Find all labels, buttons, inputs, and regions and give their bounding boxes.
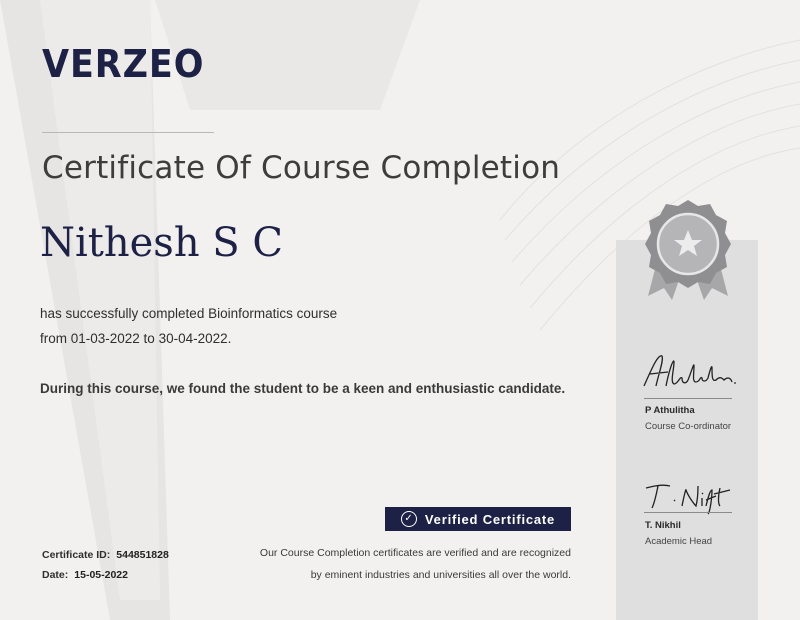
certificate-title: Certificate Of Course Completion — [42, 150, 561, 186]
signatory-role-2: Academic Head — [645, 536, 713, 547]
issue-date-label: Date: — [42, 569, 69, 581]
certificate-id — [42, 549, 169, 561]
certificate-id-label: Certificate ID: — [42, 549, 111, 561]
recipient-name: Nithesh S C — [40, 220, 284, 266]
title-divider — [42, 132, 214, 133]
completion-statement: has successfully completed Bioinformatics course — [40, 306, 338, 321]
signature-line-1 — [644, 398, 732, 399]
signatory-role-1: Course Co-ordinator — [645, 421, 732, 432]
verification-note-line-2: by eminent industries and universities all over the world. — [310, 569, 571, 581]
brand-logo: VERZEO — [42, 42, 205, 86]
verification-note-line-1: Our Course Completion certificates are verified and are recognized — [259, 547, 571, 559]
check-circle-icon: ✓ — [401, 511, 417, 527]
signature-nikhil — [640, 476, 740, 516]
signature-athulitha — [640, 348, 740, 396]
signature-line-2 — [644, 512, 732, 513]
verified-label: Verified Certificate — [424, 511, 556, 527]
issue-date — [42, 569, 128, 581]
star-medal-icon — [644, 196, 732, 306]
verified-certificate-badge — [385, 507, 571, 531]
issue-date-value: 15-05-2022 — [74, 569, 128, 581]
course-dates: from 01-03-2022 to 30-04-2022. — [40, 331, 232, 346]
signatory-name-1: P Athulitha — [645, 405, 695, 416]
student-remark: During this course, we found the student to be a keen and enthusiastic candidate. — [40, 381, 566, 396]
signatory-name-2: T. Nikhil — [645, 520, 681, 531]
certificate-id-value: 544851828 — [116, 549, 169, 561]
